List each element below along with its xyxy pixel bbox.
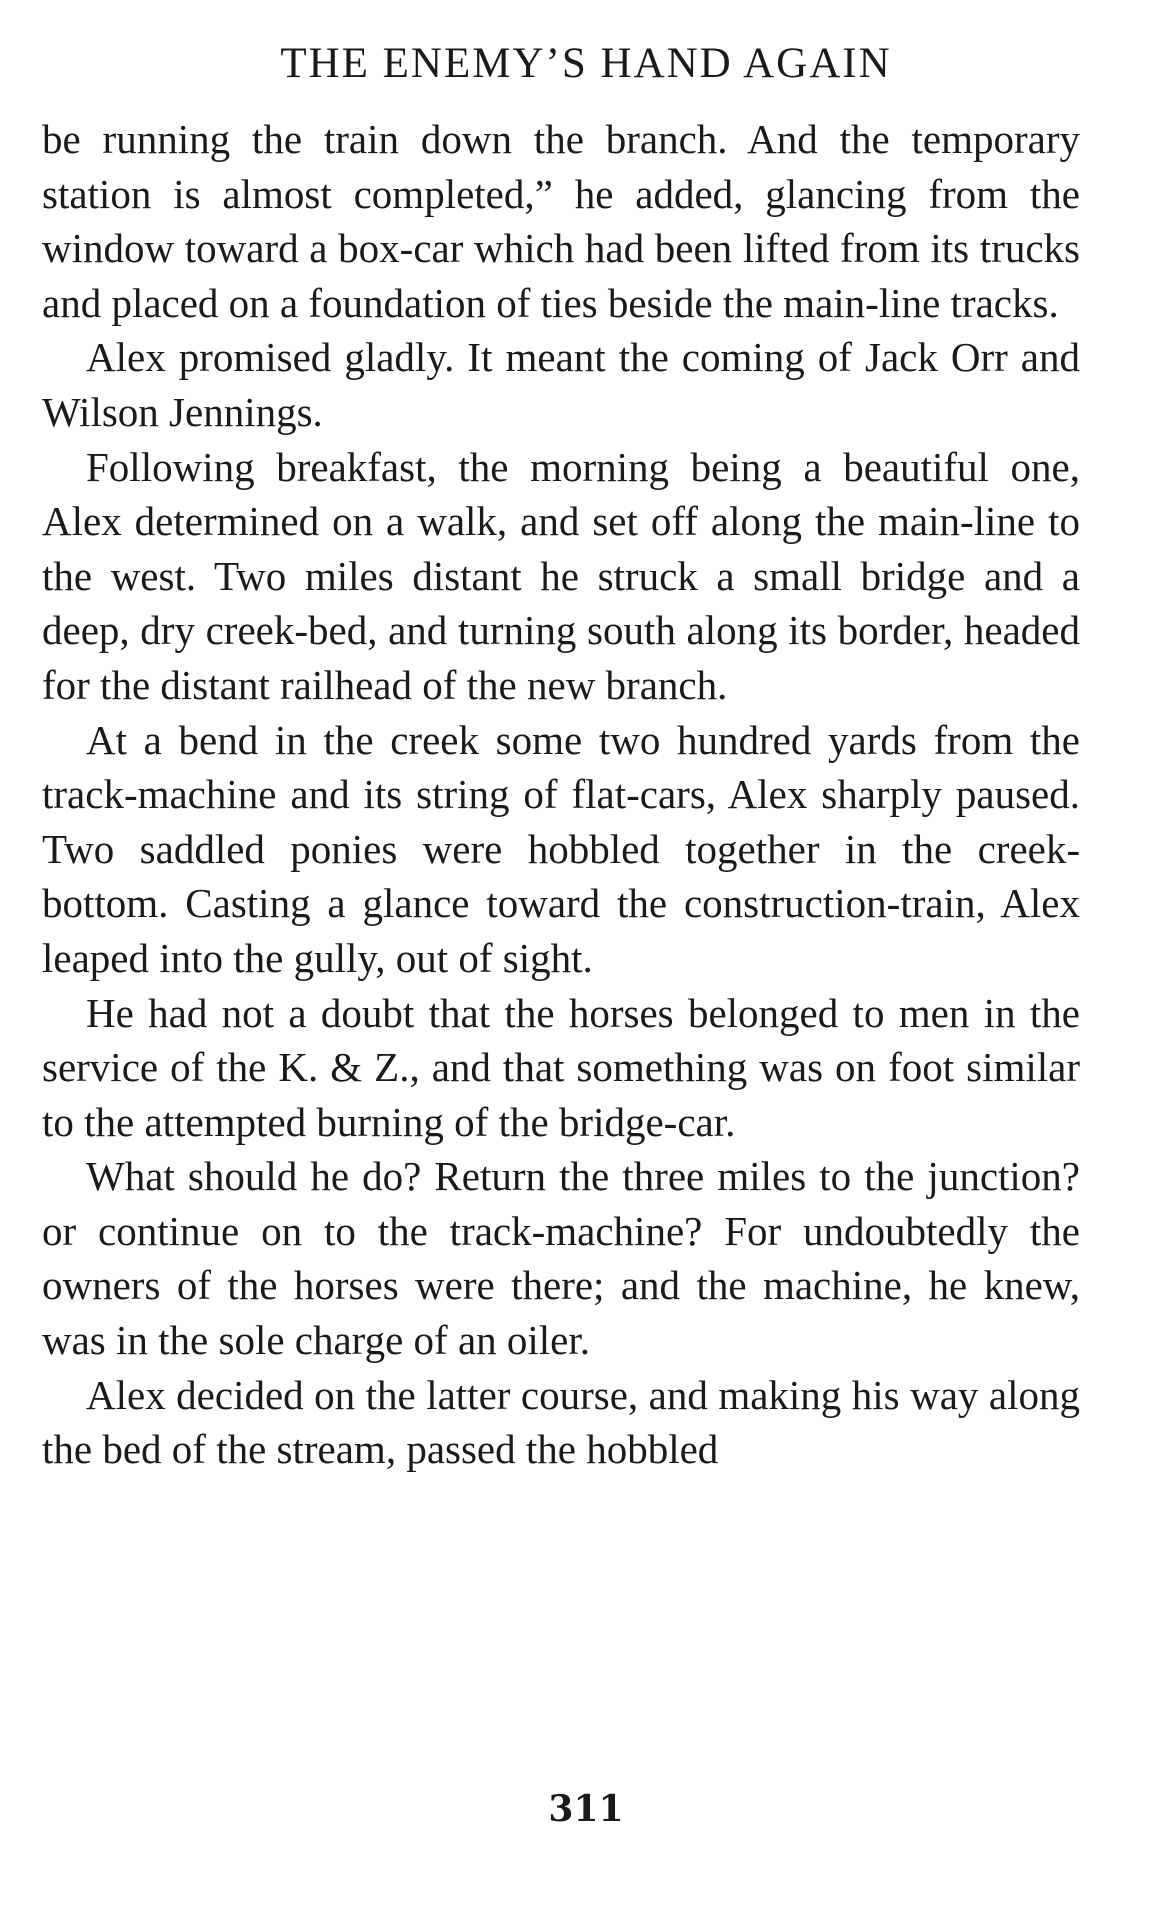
paragraph-3: Following breakfast, the morning being a beautiful one, Alex determined on a walk, and set off along the main-line to the west. Two miles distant he struck a small bridge and a deep, dry creek-bed, and turning south along its border, headed for the distant railhead of the new branch. — [42, 443, 1080, 708]
paragraph-7: Alex decided on the latter course, and making his way along the bed of the stream, passed the hobbled — [42, 1371, 1080, 1473]
paragraph-6: What should he do? Return the three miles to the junction? or continue on to the track-machine? For undoubtedly the owners of the horses were there; and the machine, he knew, was in the sole charge of an oiler. — [42, 1153, 1080, 1364]
paragraph-1: be running the train down the branch. And the temporary station is almost completed,” he added, glancing from the window toward a box-car which had been lifted from its trucks and placed on a foundation of ties beside the main-line tracks. — [42, 116, 1080, 326]
paragraph-5: He had not a doubt that the horses belonged to men in the service of the K. & Z., and that something was on foot similar to the attempted burning of the bridge-car. — [42, 989, 1080, 1145]
paragraph-2: Alex promised gladly. It meant the coming of Jack Orr and Wilson Jennings. — [42, 334, 1080, 435]
running-head: THE ENEMY’S HAND AGAIN — [280, 40, 892, 87]
page-number: 311 — [548, 1788, 624, 1830]
body-text — [42, 112, 1080, 1477]
book-page — [42, 36, 1080, 1866]
paragraph-4: At a bend in the creek some two hundred yards from the track-machine and its string of flat-cars, Alex sharply paused. Two saddled ponies were hobbled together in the creek-bottom. Casting a glance toward the construction-train, Alex leaped into the gully, out of sight. — [42, 716, 1080, 981]
